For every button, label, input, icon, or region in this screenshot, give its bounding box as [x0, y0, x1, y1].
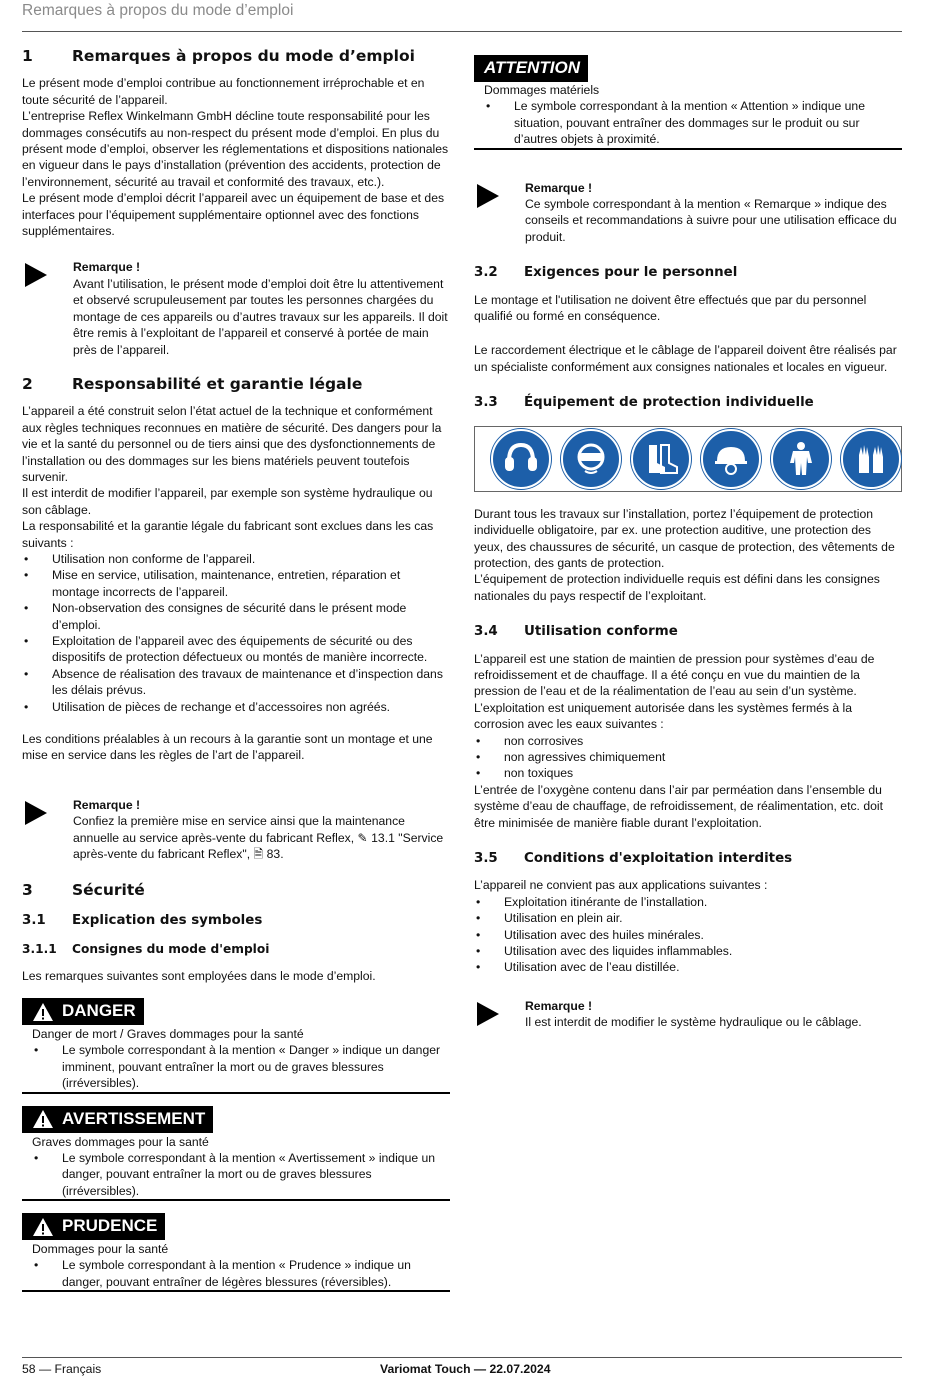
helmet-icon	[701, 429, 761, 489]
note-arrow-icon	[25, 801, 47, 825]
note-text: Il est interdit de modifier le système hydraulique ou le câblage.	[525, 1015, 862, 1030]
water-type-list	[474, 733, 902, 782]
paragraph: Il est interdit de modifier l’appareil, par exemple son système hydraulique ou son câblage.	[22, 486, 433, 517]
list-item: • Le symbole correspondant à la mention « Prudence » indique un danger, pouvant entraîner de légères blessures (réversibles).	[32, 1257, 450, 1290]
signal-word: AVERTISSEMENT	[62, 1108, 206, 1128]
paragraph: L’entrée de l’oxygène contenu dans l’air par perméation dans l’ensemble du système d’eau de chauffage, de refroidissement, de réalimentation, etc. doit être minimisée de manière fiable durant l’exploitation.	[474, 782, 883, 830]
ppe-icon-strip	[474, 426, 902, 492]
right-column	[474, 55, 902, 1031]
list-item: • Utilisation avec de l’eau distillée.	[474, 959, 902, 975]
list-item: • Utilisation en plein air.	[474, 910, 902, 926]
section-title: Sécurité	[72, 881, 145, 900]
list-item: • Utilisation non conforme de l’appareil.	[22, 551, 450, 567]
paragraph: L’appareil ne convient pas aux applications suivantes :	[474, 878, 768, 893]
caution-label	[22, 1213, 165, 1240]
section-title: Exigences pour le personnel	[524, 265, 738, 281]
note-title: Remarque !	[73, 797, 141, 812]
signal-word: PRUDENCE	[62, 1216, 158, 1236]
attention-block	[474, 55, 902, 150]
paragraph: Durant tous les travaux sur l’installation, portez l’équipement de protection individuelle obligatoire, par ex. une protection auditive, une protection des yeux, des chaussures de sécurité, un casque de protection, des vêtements de protection, des gants de protection.	[474, 506, 895, 570]
section-title: Remarques à propos du mode d’emploi	[72, 47, 415, 65]
signal-subtitle: Graves dommages pour la santé	[32, 1134, 209, 1149]
attention-label	[474, 55, 588, 82]
list-item: • Utilisation avec des huiles minérales.	[474, 927, 902, 943]
section-3-1-heading	[22, 913, 450, 929]
section-number: 2	[22, 374, 33, 393]
paragraph: Le présent mode d’emploi décrit l’appareil avec un équipement de base et des interfaces pour l’équipement supplémentaire optionnel avec des fonctions supplémentaires.	[22, 191, 445, 239]
paragraph: Le présent mode d’emploi contribue au fonctionnement irréprochable et en toute sécurité de l’appareil.	[22, 76, 425, 107]
footer-rule	[22, 1357, 902, 1358]
section-number: 3.2	[474, 265, 498, 281]
list-item: • Le symbole correspondant à la mention « Attention » indique une situation, pouvant entraîner des dommages sur le produit ou sur d’autres objets à proximité.	[484, 98, 902, 147]
paragraph: Le montage et l'utilisation ne doivent être effectués que par du personnel qualifié ou formé en conséquence.	[474, 292, 867, 324]
note-arrow-icon	[25, 263, 47, 287]
header-rule	[22, 31, 902, 32]
list-item: • non corrosives	[474, 733, 902, 749]
paragraph: Le raccordement électrique et le câblage de l’appareil doivent être réalisés par un spécialiste conformément aux consignes nationales et locales en vigueur.	[474, 343, 897, 374]
paragraph: L’appareil a été construit selon l’état actuel de la technique et conformément aux règles techniques reconnues en matière de sécurité. Des dangers pour la vie et la santé du personnel ou de tiers ainsi que des dysfonctionnements de l’installation ou des dommages sur les biens matériels peuvent toutefois survenir.	[22, 404, 442, 484]
section-3-heading	[22, 882, 450, 898]
gloves-icon	[841, 429, 901, 489]
section-number: 1	[22, 47, 33, 65]
note-title: Remarque !	[525, 180, 593, 195]
section-title: Utilisation conforme	[524, 624, 678, 640]
note-title: Remarque !	[73, 260, 141, 275]
paragraph: Les remarques suivantes sont employées dans le mode d’emploi.	[22, 968, 376, 983]
note-text: Avant l’utilisation, le présent mode d’emploi doit être lu attentivement et observé scrupuleusement par toutes les personnes chargées du montage de ces appareils ou d’autres travaux sur les appareils. Il doit être remis à l’exploitant de l’appareil et conservé à portée de main près de l’appareil.	[73, 276, 448, 357]
list-item: • Mise en service, utilisation, maintenance, entretien, réparation et montage incorrects de l’appareil.	[22, 567, 450, 600]
left-column	[22, 44, 450, 1292]
document-title: Variomat Touch — 22.07.2024	[380, 1362, 551, 1376]
note-arrow-icon	[477, 1002, 499, 1026]
section-number: 3.1.1	[22, 942, 57, 957]
section-3-1-1-heading	[22, 941, 450, 957]
page-number: 58 — Français	[22, 1362, 102, 1376]
note-box	[22, 259, 450, 357]
section-number: 3.4	[474, 624, 498, 640]
note-arrow-icon	[477, 184, 499, 208]
section-number: 3.5	[474, 851, 498, 866]
section-title: Conditions d'exploitation interdites	[524, 851, 793, 866]
caution-block	[22, 1213, 450, 1292]
signal-subtitle: Dommages pour la santé	[32, 1242, 169, 1257]
list-item: • Le symbole correspondant à la mention « Danger » indique un danger imminent, pouvant entraîner la mort ou de graves blessures (irréversibles).	[32, 1042, 450, 1091]
list-item: • Non-observation des consignes de sécurité dans le présent mode d’emploi.	[22, 600, 450, 633]
signal-subtitle: Dommages matériels	[484, 83, 600, 97]
danger-block	[22, 998, 450, 1094]
list-item: • non toxiques	[474, 765, 902, 781]
signal-word: ATTENTION	[484, 58, 581, 78]
note-text: Confiez la première mise en service ainsi que la maintenance annuelle au service après-vente du fabricant Reflex, ✎ 13.1 "Service après-vente du fabricant Reflex", 🗎 83.	[73, 814, 444, 862]
section-title: Consignes du mode d'emploi	[72, 942, 270, 957]
note-text: Ce symbole correspondant à la mention « Remarque » indique des conseils et recommandations à suivre pour une utilisation efficace du produit.	[525, 197, 897, 244]
signal-word: DANGER	[62, 1001, 136, 1021]
section-number: 3	[22, 881, 33, 900]
section-1-heading	[22, 48, 450, 64]
exclusion-list	[22, 551, 450, 715]
section-number: 3.3	[474, 395, 498, 411]
ear-protection-icon	[491, 429, 551, 489]
section-3-5-heading	[474, 851, 902, 867]
section-number: 3.1	[22, 912, 46, 928]
warning-block	[22, 1106, 450, 1202]
paragraph: Les conditions préalables à un recours à la garantie sont un montage et une mise en service dans les règles de l’art de l’appareil.	[22, 732, 433, 763]
section-title: Équipement de protection individuelle	[524, 395, 814, 411]
running-header: Remarques à propos du mode d’emploi	[22, 2, 294, 19]
protective-clothing-icon	[771, 429, 831, 489]
danger-label	[22, 998, 144, 1025]
prohibited-use-list	[474, 894, 902, 976]
list-item: • Absence de réalisation des travaux de maintenance et d’inspection dans les délais prévus.	[22, 666, 450, 699]
list-item: • Exploitation itinérante de l’installation.	[474, 894, 902, 910]
section-3-3-heading	[474, 395, 902, 411]
paragraph: L’appareil est une station de maintien de pression pour systèmes d’eau de refroidissement et de chauffage. Il a été conçu en vue du maintien de la pression de l’eau et de la réalimentation de l’eau au sein d’un système. L’exploitation est uniquement autorisée dans les systèmes fermés à la corrosion avec les eaux suivantes :	[474, 651, 875, 732]
section-title: Explication des symboles	[72, 912, 263, 928]
warning-triangle-icon	[32, 1109, 54, 1129]
signal-subtitle: Danger de mort / Graves dommages pour la santé	[32, 1027, 304, 1041]
list-item: • Le symbole correspondant à la mention « Avertissement » indique un danger, pouvant entraîner la mort ou de graves blessures (irréversibles).	[32, 1150, 450, 1199]
note-box	[22, 797, 450, 863]
note-box	[474, 180, 902, 246]
paragraph: La responsabilité et la garantie légale du fabricant sont exclues dans les cas suivants :	[22, 519, 434, 550]
warning-label	[22, 1106, 213, 1133]
note-title: Remarque !	[525, 998, 593, 1013]
safety-boots-icon	[631, 429, 691, 489]
warning-triangle-icon	[32, 1002, 54, 1022]
paragraph: L’entreprise Reflex Winkelmann GmbH décline toute responsabilité pour les dommages consécutifs au non-respect du présent mode d’emploi. En plus du présent mode d’emploi, observer les réglementations et dispositions nationales en vigueur dans le pays d’installation (prévention des accidents, protection de l’environnement, sécurité au travail et conformité des travaux, etc.).	[22, 109, 449, 189]
section-3-2-heading	[474, 265, 902, 281]
list-item: • Utilisation avec des liquides inflammables.	[474, 943, 902, 959]
note-box	[474, 998, 902, 1031]
section-3-4-heading	[474, 624, 902, 640]
list-item: • Utilisation de pièces de rechange et d’accessoires non agréés.	[22, 699, 450, 715]
paragraph: L’équipement de protection individuelle requis est défini dans les consignes nationales du pays respectif de l’exploitant.	[474, 572, 880, 603]
warning-triangle-icon	[32, 1217, 54, 1237]
eye-protection-icon	[561, 429, 621, 489]
section-2-heading	[22, 376, 450, 392]
list-item: • Exploitation de l’appareil avec des équipements de sécurité ou des dispositifs de protection défectueux ou montés de manière incorrecte.	[22, 633, 450, 666]
list-item: • non agressives chimiquement	[474, 749, 902, 765]
section-title: Responsabilité et garantie légale	[72, 374, 363, 393]
